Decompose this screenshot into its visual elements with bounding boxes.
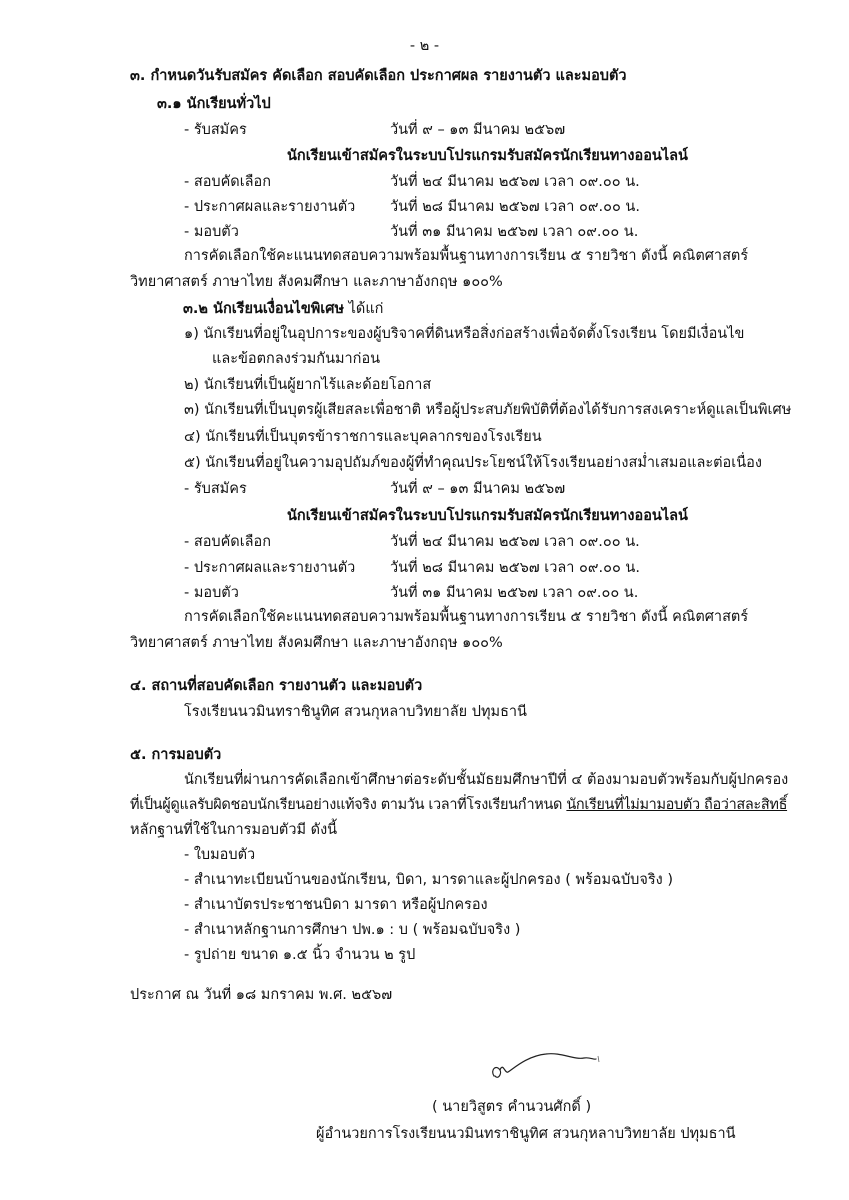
announce-date: ประกาศ ณ วันที่ ๑๘ มกราคม พ.ศ. ๒๕๖๗ (130, 987, 393, 1003)
s31-result-label: - ประกาศผลและรายงานตัว (184, 199, 356, 215)
s31-exam-label: - สอบคัดเลือก (184, 174, 272, 190)
s32-criteria-line1: การคัดเลือกใช้คะแนนทดสอบความพร้อมพื้นฐานทางการเรียน ๕ รายวิชา ดังนี้ คณิตศาสตร์ (184, 609, 749, 625)
s32-item-1-cont: และข้อตกลงร่วมกันมาก่อน (212, 351, 381, 367)
s31-criteria-line2: วิทยาศาสตร์ ภาษาไทย สังคมศึกษา และภาษาอังกฤษ ๑๐๐% (130, 274, 503, 290)
section-3-2-heading (183, 299, 383, 319)
s32-heading-suffix: ได้แก่ (344, 301, 384, 317)
s32-item-2: ๒) นักเรียนที่เป็นผู้ยากไร้และด้อยโอกาส (184, 377, 432, 393)
s31-apply-date: วันที่ ๙ – ๑๓ มีนาคม ๒๕๖๗ (390, 122, 566, 138)
s32-apply-date: วันที่ ๙ – ๑๓ มีนาคม ๒๕๖๗ (390, 481, 566, 497)
s5-para-line3: หลักฐานที่ใช้ในการมอบตัวมี ดังนี้ (130, 822, 338, 838)
s31-exam-date: วันที่ ๒๔ มีนาคม ๒๕๖๗ เวลา ๐๙.๐๐ น. (390, 174, 640, 190)
s31-enroll-label: - มอบตัว (184, 224, 239, 240)
signer-title: ผู้อำนวยการโรงเรียนนวมินทราชินูทิศ สวนกุหลาบวิทยาลัย ปทุมธานี (316, 1126, 736, 1142)
s32-item-1: ๑) นักเรียนที่อยู่ในอุปการะของผู้บริจาคที่ดินหรือสิ่งก่อสร้างเพื่อจัดตั้งโรงเรียน โดยมีเงื่อนไข (184, 326, 745, 342)
s31-criteria-line1: การคัดเลือกใช้คะแนนทดสอบความพร้อมพื้นฐานทางการเรียน ๕ รายวิชา ดังนี้ คณิตศาสตร์ (184, 248, 749, 264)
s31-apply-label: - รับสมัคร (184, 122, 247, 138)
s32-heading-text: ๓.๒ นักเรียนเงื่อนไขพิเศษ (183, 301, 345, 317)
page-number: - ๒ - (409, 38, 440, 54)
doc-item-3: - สำเนาบัตรประชาชนบิดา มารดา หรือผู้ปกครอง (184, 897, 488, 913)
section-4-heading: ๔. สถานที่สอบคัดเลือก รายงานตัว และมอบตัว (130, 678, 423, 694)
s32-enroll-date: วันที่ ๓๑ มีนาคม ๒๕๖๗ เวลา ๐๙.๐๐ น. (390, 585, 639, 601)
s32-criteria-line2: วิทยาศาสตร์ ภาษาไทย สังคมศึกษา และภาษาอังกฤษ ๑๐๐% (130, 635, 503, 651)
doc-item-4: - สำเนาหลักฐานการศึกษา ปพ.๑ : บ ( พร้อมฉบับจริง ) (184, 922, 521, 938)
s32-item-5: ๕) นักเรียนที่อยู่ในความอุปถัมภ์ของผู้ที่ทำคุณประโยชน์ให้โรงเรียนอย่างสม่ำเสมอและต่อเนื่อง (184, 455, 762, 471)
s32-result-date: วันที่ ๒๘ มีนาคม ๒๕๖๗ เวลา ๐๙.๐๐ น. (390, 560, 640, 576)
doc-item-5: - รูปถ่าย ขนาด ๑.๕ นิ้ว จำนวน ๒ รูป (184, 947, 416, 963)
doc-item-1: - ใบมอบตัว (184, 847, 256, 863)
exam-place: โรงเรียนนวมินทราชินูทิศ สวนกุหลาบวิทยาลัย ปทุมธานี (184, 704, 527, 720)
doc-item-2: - สำเนาทะเบียนบ้านของนักเรียน, บิดา, มารดาและผู้ปกครอง ( พร้อมฉบับจริง ) (184, 872, 673, 888)
s31-result-date: วันที่ ๒๘ มีนาคม ๒๕๖๗ เวลา ๐๙.๐๐ น. (390, 199, 640, 215)
s32-result-label: - ประกาศผลและรายงานตัว (184, 560, 356, 576)
s32-item-3: ๓) นักเรียนที่เป็นบุตรผู้เสียสละเพื่อชาติ หรือผู้ประสบภัยพิบัติที่ต้องได้รับการสงเคราะห์ดูแลเป็นพิเศษ (184, 402, 792, 418)
handwritten-signature (486, 1042, 606, 1087)
s32-item-4: ๔) นักเรียนที่เป็นบุตรข้าราชการและบุคลากรของโรงเรียน (184, 429, 542, 445)
section-5-heading: ๕. การมอบตัว (130, 747, 222, 763)
signer-name: ( นายวิสูตร คำนวนศักดิ์ ) (432, 1099, 592, 1115)
s32-exam-label: - สอบคัดเลือก (184, 534, 272, 550)
s31-online-note: นักเรียนเข้าสมัครในระบบโปรแกรมรับสมัครนักเรียนทางออนไลน์ (287, 148, 688, 164)
s5-para-line1: นักเรียนที่ผ่านการคัดเลือกเข้าศึกษาต่อระดับชั้นมัธยมศึกษาปีที่ ๔ ต้องมามอบตัวพร้อมกับผู้ปกครอง (184, 772, 789, 788)
forfeit-warning: นักเรียนที่ไม่มามอบตัว ถือว่าสละสิทธิ์ (566, 797, 788, 813)
section-3-1-heading: ๓.๑ นักเรียนทั่วไป (157, 96, 271, 112)
s5-para-line2-text: ที่เป็นผู้ดูแลรับผิดชอบนักเรียนอย่างแท้จริง ตามวัน เวลาที่โรงเรียนกำหนด (130, 797, 567, 813)
s5-para-line2 (130, 795, 787, 815)
s32-exam-date: วันที่ ๒๔ มีนาคม ๒๕๖๗ เวลา ๐๙.๐๐ น. (390, 534, 640, 550)
s31-enroll-date: วันที่ ๓๑ มีนาคม ๒๕๖๗ เวลา ๐๙.๐๐ น. (390, 224, 639, 240)
s32-enroll-label: - มอบตัว (184, 585, 239, 601)
s32-apply-label: - รับสมัคร (184, 481, 247, 497)
s32-online-note: นักเรียนเข้าสมัครในระบบโปรแกรมรับสมัครนักเรียนทางออนไลน์ (287, 508, 688, 524)
section-3-heading: ๓. กำหนดวันรับสมัคร คัดเลือก สอบคัดเลือก ประกาศผล รายงานตัว และมอบตัว (130, 68, 627, 84)
